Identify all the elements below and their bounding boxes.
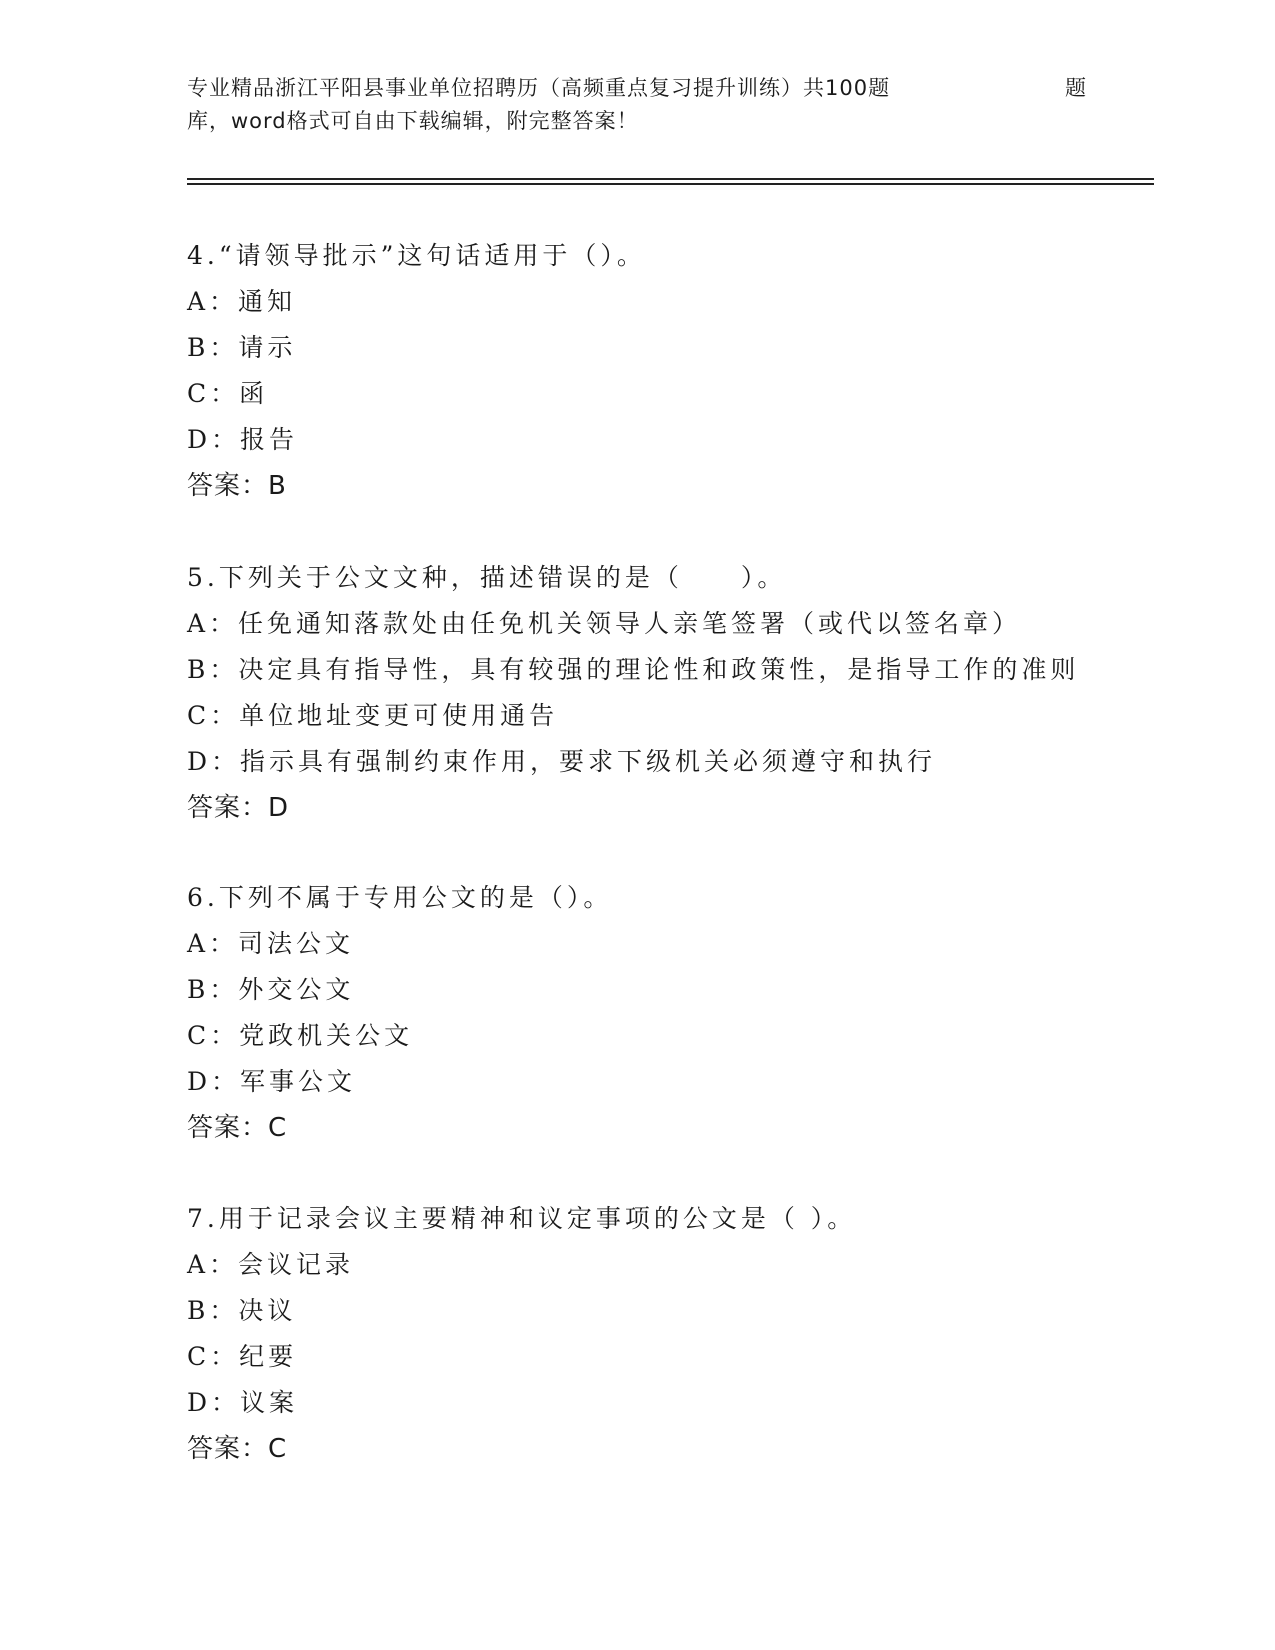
answer-line: 答案：D [187,793,290,823]
option-b: B：决定具有指导性，具有较强的理论性和政策性，是指导工作的准则 [187,655,1080,684]
answer-line: 答案：C [187,1434,288,1464]
option-a: A：会议记录 [187,1250,355,1279]
question-block [187,555,1137,831]
option-b: B：决议 [187,1296,297,1325]
option-a: A：司法公文 [187,929,355,958]
question-block [187,1196,1137,1472]
option-d: D：报告 [187,425,299,454]
header-divider-bottom [187,183,1154,185]
question-block [187,875,1137,1151]
answer-line: 答案：C [187,1113,288,1143]
header-divider-top [187,178,1154,180]
option-c: C：党政机关公文 [187,1021,414,1050]
question-stem: 5.下列关于公文文种，描述错误的是（ ）。 [187,563,787,592]
header-line-1 [187,72,1087,105]
option-d: D：议案 [187,1388,299,1417]
question-block [187,233,1137,509]
option-d: D：军事公文 [187,1067,357,1096]
option-d: D：指示具有强制约束作用，要求下级机关必须遵守和执行 [187,747,937,776]
header-line-2: 库，word格式可自由下载编辑，附完整答案！ [187,109,639,133]
header-title-text: 专业精品浙江平阳县事业单位招聘历（高频重点复习提升训练）共100题 [187,76,891,100]
question-stem: 6.下列不属于专用公文的是（）。 [187,883,613,912]
answer-line: 答案：B [187,471,287,501]
option-b: B：请示 [187,333,297,362]
header-title-end: 题 [1065,76,1087,100]
question-stem: 4.“请领导批示”这句话适用于（）。 [187,241,646,270]
option-c: C：单位地址变更可使用通告 [187,701,559,730]
option-b: B：外交公文 [187,975,355,1004]
option-c: C：纪要 [187,1342,298,1371]
option-a: A：通知 [187,287,297,316]
option-c: C：函 [187,379,269,408]
question-stem: 7.用于记录会议主要精神和议定事项的公文是（ ）。 [187,1204,857,1233]
option-a: A：任免通知落款处由任免机关领导人亲笔签署（或代以签名章） [187,609,1022,638]
document-header [187,72,1087,138]
